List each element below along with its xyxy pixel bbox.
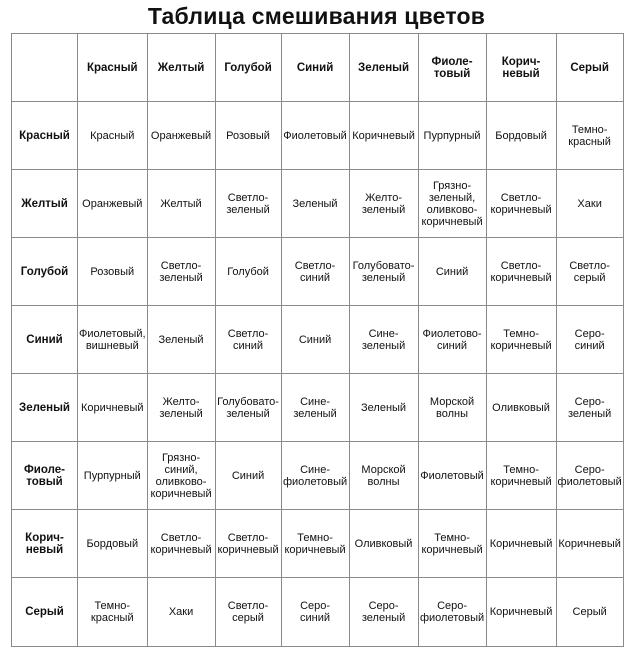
column-header: Фиоле- товый	[418, 34, 486, 102]
table-cell: Светло- коричневый	[147, 510, 215, 578]
color-mixing-table	[11, 33, 624, 647]
table-cell: Грязно- зеленый, оливково- коричневый	[418, 170, 486, 238]
corner-cell	[12, 34, 78, 102]
table-cell: Розовый	[215, 102, 281, 170]
table-cell: Светло- синий	[281, 238, 349, 306]
table-cell: Фиолетовый	[281, 102, 349, 170]
table-cell: Серо- фиолетовый	[556, 442, 623, 510]
table-row	[12, 374, 624, 442]
table-cell: Хаки	[556, 170, 623, 238]
table-cell: Хаки	[147, 578, 215, 647]
table-cell: Светло- коричневый	[486, 238, 556, 306]
table-cell: Серо- фиолетовый	[418, 578, 486, 647]
table-cell: Желтый	[147, 170, 215, 238]
page-title: Таблица смешивания цветов	[147, 3, 486, 29]
table-cell: Светло- серый	[556, 238, 623, 306]
table-cell: Зеленый	[349, 374, 418, 442]
table-row	[12, 238, 624, 306]
table-cell: Светло- синий	[215, 306, 281, 374]
table-cell: Темно- коричневый	[486, 442, 556, 510]
header-row	[12, 34, 624, 102]
column-header: Корич- невый	[486, 34, 556, 102]
row-header: Желтый	[12, 170, 78, 238]
table-row	[12, 442, 624, 510]
column-header: Желтый	[147, 34, 215, 102]
row-header: Зеленый	[12, 374, 78, 442]
table-cell: Сине- зеленый	[349, 306, 418, 374]
table-cell: Оливковый	[486, 374, 556, 442]
table-cell: Синий	[418, 238, 486, 306]
table-row	[12, 306, 624, 374]
table-cell: Фиолетово- синий	[418, 306, 486, 374]
table-cell: Фиолетовый	[418, 442, 486, 510]
table-cell: Желто- зеленый	[349, 170, 418, 238]
table-cell: Серо- зеленый	[349, 578, 418, 647]
table-cell: Голубовато- зеленый	[349, 238, 418, 306]
table-cell: Серо- синий	[281, 578, 349, 647]
table-cell: Оранжевый	[78, 170, 148, 238]
table-cell: Светло- зеленый	[215, 170, 281, 238]
table-cell: Бордовый	[486, 102, 556, 170]
table-cell: Фиолетовый, вишневый	[78, 306, 148, 374]
table-cell: Светло- коричневый	[486, 170, 556, 238]
table-cell: Морской волны	[349, 442, 418, 510]
table-cell: Темно- коричневый	[418, 510, 486, 578]
table-cell: Пурпурный	[78, 442, 148, 510]
table-row	[12, 170, 624, 238]
table-cell: Зеленый	[147, 306, 215, 374]
table-row	[12, 102, 624, 170]
table-cell: Коричневый	[486, 510, 556, 578]
table-cell: Синий	[215, 442, 281, 510]
table-cell: Голубовато- зеленый	[215, 374, 281, 442]
column-header: Голубой	[215, 34, 281, 102]
table-cell: Голубой	[215, 238, 281, 306]
column-header: Красный	[78, 34, 148, 102]
row-header: Корич- невый	[12, 510, 78, 578]
table-cell: Темно- красный	[556, 102, 623, 170]
row-header: Голубой	[12, 238, 78, 306]
row-header: Серый	[12, 578, 78, 647]
table-cell: Желто- зеленый	[147, 374, 215, 442]
column-header: Серый	[556, 34, 623, 102]
column-header: Синий	[281, 34, 349, 102]
table-cell: Розовый	[78, 238, 148, 306]
table-cell: Светло- серый	[215, 578, 281, 647]
table-cell: Серо- синий	[556, 306, 623, 374]
table-cell: Темно- коричневый	[486, 306, 556, 374]
table-cell: Оливковый	[349, 510, 418, 578]
table-cell: Оранжевый	[147, 102, 215, 170]
table-cell: Коричневый	[486, 578, 556, 647]
table-cell: Темно- красный	[78, 578, 148, 647]
row-header: Красный	[12, 102, 78, 170]
table-cell: Пурпурный	[418, 102, 486, 170]
column-header: Зеленый	[349, 34, 418, 102]
table-cell: Коричневый	[556, 510, 623, 578]
table-cell: Бордовый	[78, 510, 148, 578]
table-row	[12, 510, 624, 578]
table-cell: Серо- зеленый	[556, 374, 623, 442]
table-cell: Темно- коричневый	[281, 510, 349, 578]
table-cell: Серый	[556, 578, 623, 647]
table-row	[12, 578, 624, 647]
table-cell: Морской волны	[418, 374, 486, 442]
table-cell: Коричневый	[78, 374, 148, 442]
table-cell: Коричневый	[349, 102, 418, 170]
table-cell: Зеленый	[281, 170, 349, 238]
row-header: Синий	[12, 306, 78, 374]
table-cell: Сине- зеленый	[281, 374, 349, 442]
table-cell: Синий	[281, 306, 349, 374]
row-header: Фиоле- товый	[12, 442, 78, 510]
table-cell: Красный	[78, 102, 148, 170]
table-cell: Сине- фиолетовый	[281, 442, 349, 510]
table-cell: Светло- зеленый	[147, 238, 215, 306]
table-cell: Светло- коричневый	[215, 510, 281, 578]
table-cell: Грязно- синий, оливково- коричневый	[147, 442, 215, 510]
